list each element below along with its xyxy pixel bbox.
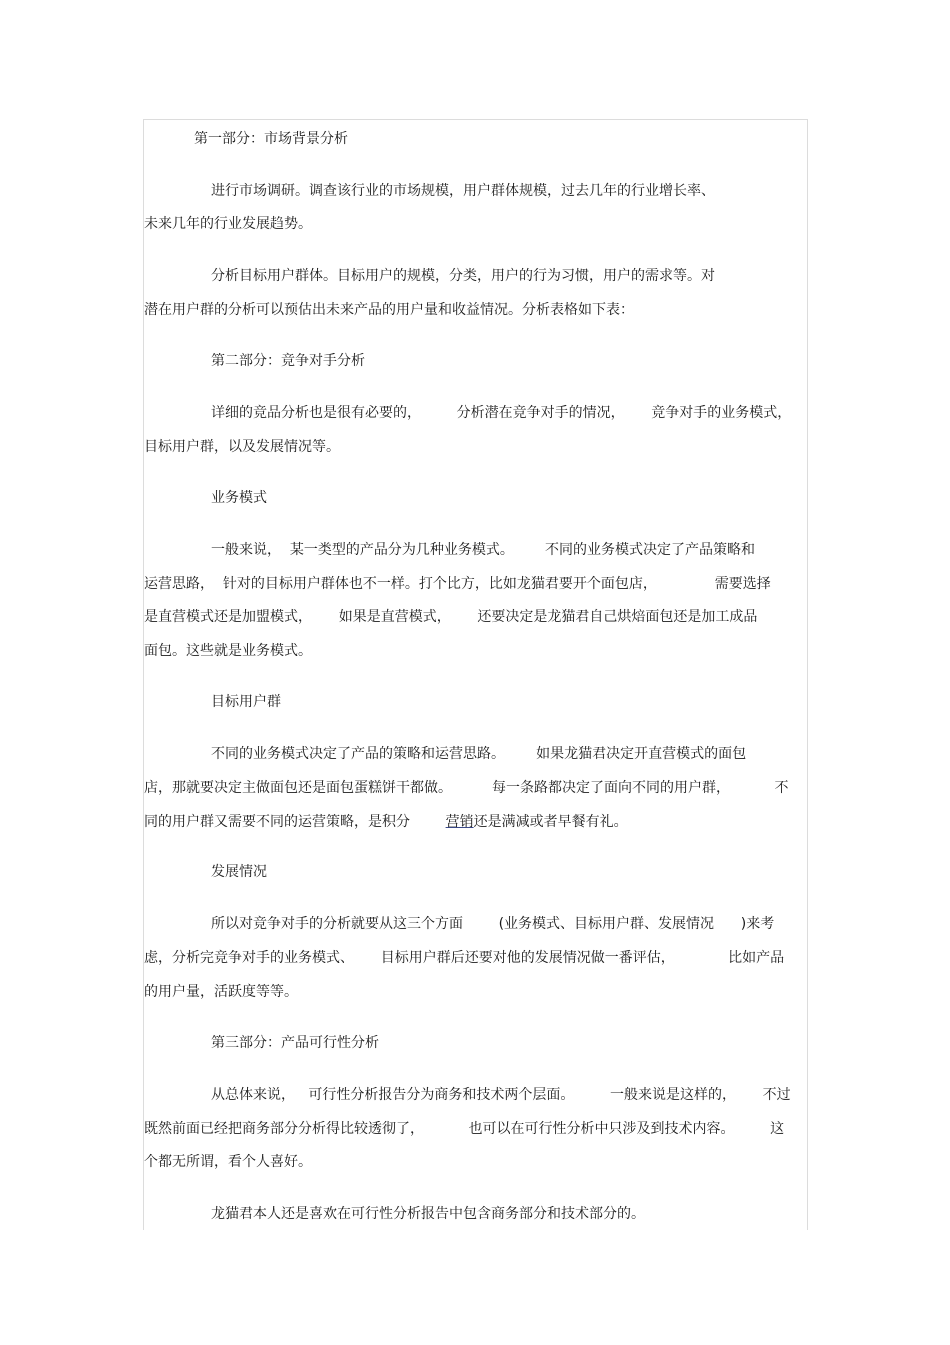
page-frame: [143, 119, 808, 1230]
paragraph-line: 的用户量，活跃度等等。: [144, 984, 298, 1000]
subheading: 发展情况: [211, 864, 267, 880]
paragraph-text: 同的用户群又需要不同的运营策略，是积分: [144, 814, 446, 830]
paragraph-line: [144, 813, 628, 831]
paragraph-line: 一般来说， 某一类型的产品分为几种业务模式。 不同的业务模式决定了产品策略和: [211, 542, 756, 558]
paragraph-text: 还是满减或者早餐有礼。: [473, 814, 628, 830]
paragraph-line: 目标用户群，以及发展情况等。: [144, 439, 340, 455]
paragraph-line: 未来几年的行业发展趋势。: [144, 216, 312, 232]
paragraph-line: 进行市场调研。调查该行业的市场规模，用户群体规模，过去几年的行业增长率、: [211, 183, 715, 199]
paragraph-line: 店，那就要决定主做面包还是面包蛋糕饼干都做。 每一条路都决定了面向不同的用户群， 不: [144, 780, 789, 796]
paragraph-line: 分析目标用户群体。目标用户的规模，分类，用户的行为习惯，用户的需求等。对: [211, 268, 715, 284]
paragraph-line: 虑，分析完竞争对手的业务模式、 目标用户群后还要对他的发展情况做一番评估， 比如产品: [144, 950, 785, 966]
paragraph-line: 运营思路， 针对的目标用户群体也不一样。打个比方，比如龙猫君要开个面包店， 需要选择: [144, 576, 771, 592]
subheading: 目标用户群: [211, 694, 281, 710]
section-heading: 第一部分：市场背景分析: [194, 131, 348, 147]
paragraph-line: 既然前面已经把商务部分分析得比较透彻了， 也可以在可行性分析中只涉及到技术内容。 这: [144, 1121, 785, 1137]
paragraph-line: 龙猫君本人还是喜欢在可行性分析报告中包含商务部分和技术部分的。: [211, 1206, 645, 1222]
paragraph-line: 不同的业务模式决定了产品的策略和运营思路。 如果龙猫君决定开直营模式的面包: [211, 746, 747, 762]
marketing-link[interactable]: 营销: [445, 814, 474, 830]
paragraph-line: 详细的竞品分析也是很有必要的， 分析潜在竞争对手的情况， 竞争对手的业务模式，: [211, 405, 792, 421]
paragraph-line: 面包。这些就是业务模式。: [144, 643, 312, 659]
paragraph-line: 从总体来说， 可行性分析报告分为商务和技术两个层面。 一般来说是这样的， 不过: [211, 1087, 791, 1103]
section-heading: 第三部分：产品可行性分析: [211, 1035, 379, 1051]
paragraph-line: 是直营模式还是加盟模式， 如果是直营模式， 还要决定是龙猫君自己烘焙面包还是加工成品: [144, 609, 758, 625]
section-heading: 第二部分：竞争对手分析: [211, 353, 365, 369]
subheading: 业务模式: [211, 490, 267, 506]
paragraph-line: 潜在用户群的分析可以预估出未来产品的用户量和收益情况。分析表格如下表：: [144, 302, 634, 318]
paragraph-line: 个都无所谓，看个人喜好。: [144, 1154, 312, 1170]
paragraph-line: 所以对竞争对手的分析就要从这三个方面 (业务模式、目标用户群、发展情况 )来考: [211, 916, 775, 932]
